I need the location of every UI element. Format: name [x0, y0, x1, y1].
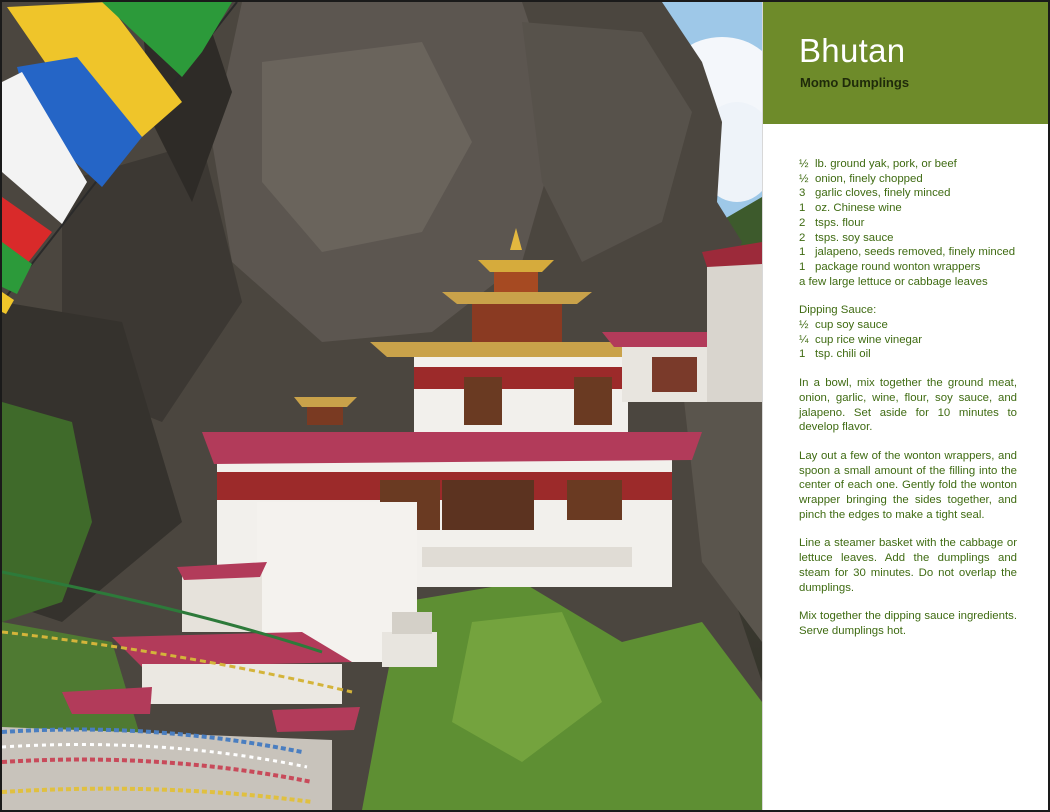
country-title: Bhutan [799, 32, 906, 69]
list-item [799, 347, 1017, 362]
list-item [799, 216, 1017, 231]
ingredient-text: onion, finely chopped [815, 172, 923, 185]
ingredient-list [799, 157, 1017, 289]
ingredient-qty: ½ [799, 158, 809, 170]
list-item [799, 260, 1017, 275]
sauce-qty: ¼ [799, 333, 809, 346]
ingredient-text: lb. ground yak, pork, or beef [815, 158, 957, 170]
list-item [799, 318, 1017, 333]
ingredient-qty: 2 [799, 216, 806, 229]
title-bar [763, 2, 1049, 124]
recipe-panel [762, 2, 1049, 810]
dish-subtitle: Momo Dumplings [800, 75, 910, 90]
sauce-qty: ½ [799, 319, 809, 332]
ingredient-text: a few large lettuce or cabbage leaves [799, 275, 988, 288]
list-item [799, 186, 1017, 201]
sauce-qty: 1 [799, 348, 806, 361]
list-item [799, 231, 1017, 246]
ingredient-text: package round wonton wrappers [815, 260, 981, 273]
ingredient-qty: 1 [799, 246, 806, 259]
sauce-list [799, 318, 1017, 362]
sauce-heading: Dipping Sauce: [799, 304, 877, 317]
instruction-step: In a bowl, mix together the ground meat, onion, garlic, wine, flour, soy sauce, and jalapeno. Set aside for 10 minutes to develop flavor. [799, 377, 1017, 434]
ingredient-text: garlic cloves, finely minced [815, 187, 951, 200]
list-item [799, 157, 1017, 172]
monastery-photo [2, 2, 762, 810]
list-item [799, 275, 1017, 290]
sauce-text: cup rice wine vinegar [815, 333, 922, 346]
ingredient-text: jalapeno, seeds removed, finely minced [815, 246, 1016, 259]
instruction-step: Lay out a few of the wonton wrappers, and spoon a small amount of the filling into the center of each one. Gently fold the wonton wrapper bringing the sides together, and pinch the edges to make a tight seal. [799, 449, 1017, 521]
ingredient-qty: 1 [799, 260, 806, 273]
ingredient-qty: 3 [799, 187, 806, 200]
ingredient-text: oz. Chinese wine [815, 202, 902, 215]
instruction-step: Line a steamer basket with the cabbage or lettuce leaves. Add the dumplings and steam for 30 minutes. Do not overlap the dumplings. [799, 537, 1017, 594]
list-item [799, 201, 1017, 216]
ingredient-qty: 2 [799, 231, 806, 244]
cliff-monastery-illustration [2, 2, 762, 810]
sauce-text: tsp. chili oil [815, 348, 871, 361]
sauce-text: cup soy sauce [815, 319, 888, 332]
ingredient-text: tsps. flour [815, 216, 865, 229]
list-item [799, 245, 1017, 260]
recipe-body [799, 157, 1017, 639]
instruction-step: Mix together the dipping sauce ingredients. Serve dumplings hot. [799, 610, 1017, 637]
list-item [799, 333, 1017, 348]
list-item [799, 172, 1017, 187]
ingredient-qty: 1 [799, 202, 806, 215]
ingredient-qty: ½ [799, 172, 809, 185]
ingredient-text: tsps. soy sauce [815, 231, 894, 244]
